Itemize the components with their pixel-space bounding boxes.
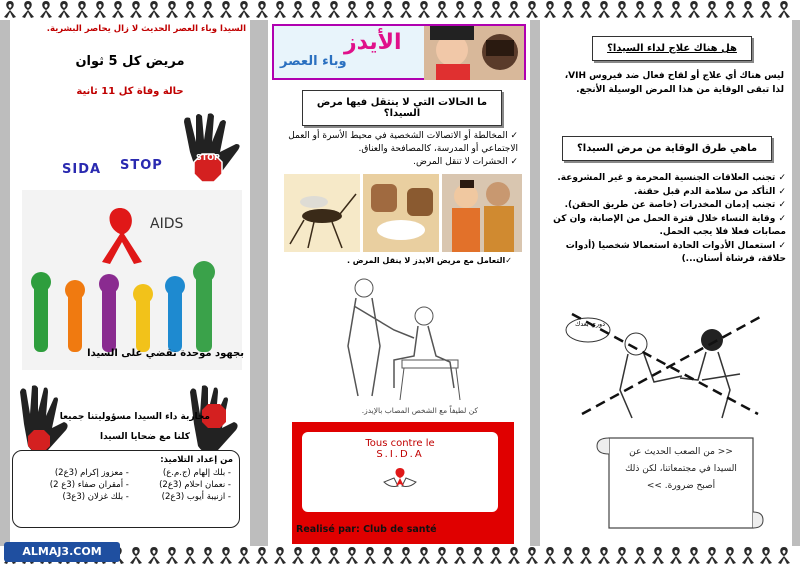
caregiver-sketch-icon [324, 276, 474, 406]
ribbon-icon [380, 0, 396, 18]
ribbon-icon [308, 0, 324, 18]
ribbon-icon [362, 546, 378, 564]
table-row [19, 491, 233, 503]
ribbon-icon [272, 546, 288, 564]
ribbon-icon [452, 0, 468, 18]
list-item: ✓ استعمال الأدوات الحادة استعمالا شخصيا (أدوات حلاقة، فرشاة أسنان...) [552, 240, 786, 267]
stop-hand-right-icon [186, 384, 246, 460]
ribbon-icon [668, 546, 684, 564]
treatment-title: هل هناك علاج لداء السيدا؟ [592, 36, 752, 61]
ribbon-icon [2, 0, 18, 18]
ribbon-icon [596, 546, 612, 564]
ribbon-icon [416, 0, 432, 18]
ribbon-icon [398, 0, 414, 18]
list-item: ✓ وقاية النساء خلال فترة الحمل من الإصابة، وان كن مصابات فعلا فلا يجب الحمل. [552, 213, 786, 240]
red-ribbon-icon [92, 202, 148, 264]
ribbon-icon [326, 546, 342, 564]
bottom-ribbon-border [0, 546, 800, 566]
left-edge [0, 20, 10, 546]
list-item: ✓ المخالطة أو الاتصالات الشخصية في محيط الأسرة أو العمل الاجتماعي أو المدرسة، كالمصافحة والعناق. [282, 130, 518, 156]
list-item: ✓ تجنب إدمان المخدرات (خاصة عن طريق الحقن). [552, 199, 786, 213]
right-edge [792, 20, 800, 546]
ribbon-icon [614, 0, 630, 18]
student-name: - نعمان احلام (3ع2) [159, 480, 231, 490]
ribbon-icon [308, 546, 324, 564]
slogan-line-1: محاربة داء السيدا مسؤوليتنا جميعا [59, 412, 210, 422]
ribbon-icon [74, 0, 90, 18]
ribbon-icon [20, 0, 36, 18]
ribbon-icon [614, 546, 630, 564]
stop-hand-icon [180, 112, 252, 190]
ribbon-icon [488, 0, 504, 18]
care-caption: كن لطيفاً مع الشخص المصاب بالإيدز. [361, 406, 478, 415]
ribbon-icon [416, 546, 432, 564]
ribbon-icon [434, 546, 450, 564]
ribbon-icon [380, 546, 396, 564]
ribbon-icon [56, 0, 72, 18]
photo-strip [284, 174, 522, 252]
ribbon-icon [92, 0, 108, 18]
ribbon-icon [434, 0, 450, 18]
two-children-icon [442, 174, 522, 252]
list-item: ✓ التأكد من سلامة الدم قبل حقنة. [552, 186, 786, 200]
aids-word: AIDS [150, 216, 184, 232]
transmission-list [282, 130, 518, 169]
ribbon-icon [164, 0, 180, 18]
student-name: - بلك غزلان (3ع3) [62, 492, 129, 502]
list-item: ✓ الحشرات لا تنقل المرض. [282, 156, 518, 169]
ribbon-icon [560, 546, 576, 564]
ribbon-icon [524, 546, 540, 564]
colored-hands-icon [28, 260, 218, 352]
ribbon-icon [326, 0, 342, 18]
student-name: - معزوز إكرام (3ع2) [54, 468, 129, 478]
prepared-by-label: من إعداد التلاميذ: [160, 455, 233, 465]
ribbon-icon [182, 546, 198, 564]
ribbon-icon [686, 0, 702, 18]
sida-title-line1: Tous contre le [365, 438, 435, 449]
question-title: ما الحالات التي لا ينتقل فيها مرض السيدا؟ [302, 90, 502, 126]
ribbon-icon [200, 546, 216, 564]
ribbon-icon [164, 546, 180, 564]
ribbon-icon [578, 0, 594, 18]
ribbon-icon [650, 546, 666, 564]
student-name: - ازنيبة أيوب (3ع2) [161, 492, 231, 502]
ribbon-icon [362, 0, 378, 18]
ribbon-icon [740, 0, 756, 18]
ribbon-icon [704, 0, 720, 18]
slogan-line-2: كلنا مع ضحايا السيدا [100, 432, 190, 442]
top-ribbon-border [0, 0, 800, 20]
care-note: ✓التعامل مع مريض الايدز لا ينقل المرض . [346, 256, 512, 265]
quote-line-1: << من الصعب الحديث عن [629, 447, 733, 457]
ribbon-icon [254, 0, 270, 18]
watermark-logo: ALMAJ3.COM [4, 542, 120, 562]
ribbon-icon [632, 0, 648, 18]
quote-scroll [595, 430, 765, 535]
ribbon-icon [128, 546, 144, 564]
ribbon-icon [272, 0, 288, 18]
treatment-text: ليس هناك أي علاج أو لقاح فعال ضد فيروس VIH، لذا تبقى الوقاية من هذا المرض الوسيلة الأنجع. [564, 71, 784, 95]
ribbon-icon [290, 0, 306, 18]
death-rate: حالة وفاة كل 11 ثانية [76, 86, 184, 97]
ribbon-icon [776, 546, 792, 564]
quote-text [615, 444, 747, 495]
ribbon-icon [758, 546, 774, 564]
ribbon-icon [146, 0, 162, 18]
sharing-food-icon [363, 174, 439, 252]
ribbon-icon [470, 546, 486, 564]
ribbon-icon [128, 0, 144, 18]
ribbon-icon [668, 0, 684, 18]
patient-count: مريض كل 5 ثوان [75, 54, 185, 69]
banner-title: الأيدز [344, 30, 402, 55]
ribbon-icon [470, 0, 486, 18]
ribbon-icon [686, 546, 702, 564]
ribbon-icon [218, 546, 234, 564]
header-line: السيدا وباء العصر الحديث لا زال يحاصر البشرية. [46, 24, 246, 34]
ribbon-icon [110, 0, 126, 18]
table-row [19, 467, 233, 479]
ribbon-icon [182, 0, 198, 18]
prevention-list [552, 172, 786, 267]
ribbon-icon [200, 0, 216, 18]
ribbon-icon [236, 0, 252, 18]
ribbon-icon [344, 0, 360, 18]
sida-title-line2: S.I.D.A [376, 449, 424, 460]
student-name: - أمقران صفاء (3ع 2) [49, 480, 129, 490]
ribbon-icon [542, 546, 558, 564]
aids-banner [272, 24, 526, 80]
left-separator [250, 20, 268, 546]
ribbon-icon [740, 546, 756, 564]
mosquito-icon [284, 174, 360, 252]
prevention-title: ماهي طرق الوقاية من مرض السيدا؟ [562, 136, 772, 161]
ribbon-icon [290, 546, 306, 564]
table-row [19, 479, 233, 491]
ribbon-icon [776, 0, 792, 18]
hands-ribbon-icon [380, 464, 420, 490]
ribbon-icon [722, 546, 738, 564]
sida-word: SIDA [62, 162, 102, 177]
students-table [19, 467, 233, 503]
ribbon-icon [146, 546, 162, 564]
ribbon-icon [452, 546, 468, 564]
ribbon-icon [650, 0, 666, 18]
ribbon-icon [38, 0, 54, 18]
ribbon-icon [758, 0, 774, 18]
effort-line: بجهود موحدة نقضي على السيدا [87, 348, 244, 359]
ribbon-icon [542, 0, 558, 18]
ribbon-icon [722, 0, 738, 18]
ribbon-icon [344, 546, 360, 564]
care-note-text: التعامل مع مريض الايدز لا ينقل المرض . [346, 256, 506, 265]
sida-club-box [292, 422, 514, 544]
student-name: - بلك إلهام (ج.م.ع) [162, 468, 231, 478]
right-separator [530, 20, 540, 546]
realise-label: Realisé par: Club de santé [296, 524, 437, 535]
ribbon-icon [398, 546, 414, 564]
ribbon-icon [506, 546, 522, 564]
ribbon-icon [524, 0, 540, 18]
stop-sign-label: STOP [196, 153, 220, 162]
speech-bubble-text: دوري بعدك [574, 320, 606, 328]
ribbon-icon [218, 0, 234, 18]
children-photo-icon [424, 26, 524, 80]
stop-hand-left-icon [16, 384, 76, 460]
ribbon-icon [488, 546, 504, 564]
ribbon-icon [704, 546, 720, 564]
ribbon-icon [596, 0, 612, 18]
banner-subtitle: وباء العصر [280, 54, 347, 69]
sida-inner-card [302, 432, 498, 512]
students-box [12, 450, 240, 528]
stop-word: STOP [120, 158, 163, 173]
ribbon-icon [236, 546, 252, 564]
ribbon-icon [560, 0, 576, 18]
aids-hands-image [22, 190, 242, 370]
ribbon-icon [632, 546, 648, 564]
quote-line-2: السيدا في مجتمعاتنا، لكن ذلك [625, 464, 737, 475]
list-item: ✓ تجنب العلاقات الجنسية المحرمة و غير المشروعة. [552, 172, 786, 186]
quote-line-3: أصبح ضرورة. >> [646, 481, 716, 492]
ribbon-icon [578, 546, 594, 564]
ribbon-icon [254, 546, 270, 564]
ribbon-icon [506, 0, 522, 18]
